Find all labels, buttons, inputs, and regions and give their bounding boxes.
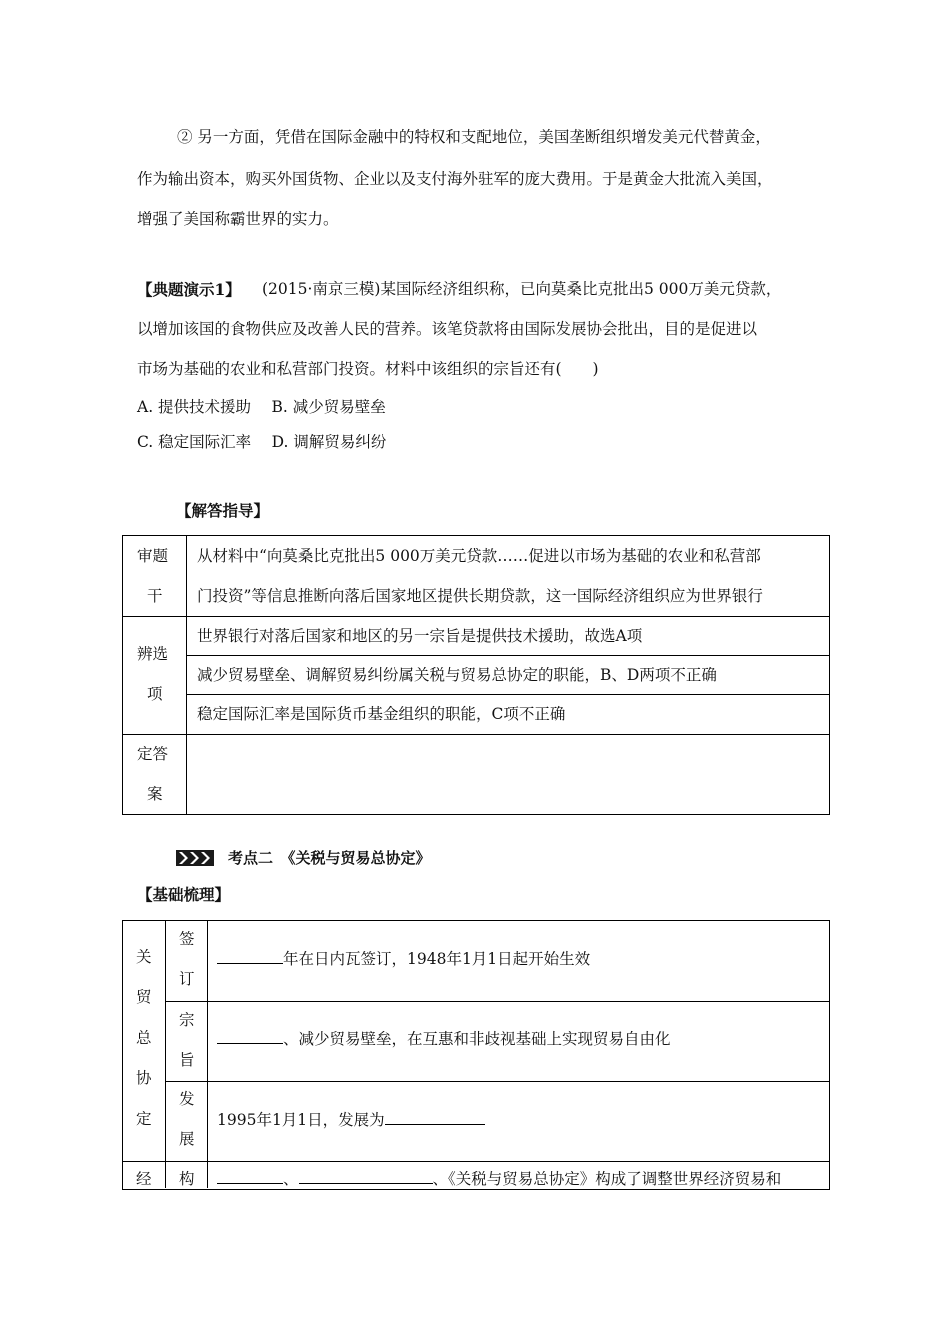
last-blank-2[interactable] (299, 1169, 433, 1184)
side-label-2: 贸 (136, 988, 152, 1006)
options-text-2: 减少贸易壁垒、调解贸易纠纷属关税与贸易总协定的职能，B、D两项不正确 (197, 666, 717, 684)
guide-table (122, 535, 830, 815)
intro-line-3: 增强了美国称霸世界的实力。 (137, 210, 339, 228)
side-label-4: 协 (136, 1069, 152, 1087)
last-blank-1[interactable] (217, 1169, 283, 1184)
guide-title: 【解答指导】 (176, 501, 270, 520)
example-label: 【典题演示1】 (137, 280, 241, 299)
options-label-a: 辨选 (137, 645, 169, 663)
dev-text: 1995年1月1日，发展为 (217, 1108, 485, 1130)
aim-label-a: 宗 (179, 1011, 195, 1029)
review-text-2: 门投资”等信息推断向落后国家地区提供长期贷款，这一国际经济组织应为世界银行 (197, 587, 763, 605)
intro-line-1: ② 另一方面，凭借在国际金融中的特权和支配地位，美国垄断组织增发美元代替黄金， (177, 128, 771, 146)
dev-blank[interactable] (385, 1110, 485, 1125)
options-text-1: 世界银行对落后国家和地区的另一宗旨是提供技术援助，故选A项 (197, 627, 643, 645)
options-text-3: 稳定国际汇率是国际货币基金组织的职能，C项不正确 (197, 705, 566, 723)
sign-label-a: 签 (179, 930, 195, 948)
example-line-3: 市场为基础的农业和私营部门投资。材料中该组织的宗旨还有( ) (137, 360, 599, 378)
last-label-b: 构 (179, 1170, 195, 1188)
gatt-table (122, 920, 830, 1190)
dev-label-b: 展 (179, 1130, 195, 1148)
example-line-2: 以增加该国的食物供应及改善人民的营养。该笔贷款将由国际发展协会批出，目的是促进以 (137, 320, 758, 338)
aim-blank[interactable] (217, 1029, 283, 1044)
aim-label-b: 旨 (179, 1051, 195, 1069)
sign-text: 年在日内瓦签订，1948年1月1日起开始生效 (217, 947, 590, 969)
answer-text[interactable] (197, 742, 817, 802)
answer-label-a: 定答 (137, 745, 169, 763)
review-label-a: 审题 (137, 547, 169, 565)
review-label-b: 干 (147, 587, 163, 605)
last-label-a: 经 (136, 1170, 152, 1188)
sign-blank[interactable] (217, 949, 283, 964)
last-text: 、 、《关税与贸易总协定》构成了调整世界经济贸易和 (217, 1167, 781, 1189)
example-options-row-1: A. 提供技术援助 B. 减少贸易壁垒 (137, 398, 386, 416)
intro-line-2: 作为输出资本，购买外国货物、企业以及支付海外驻军的庞大费用。于是黄金大批流入美国， (137, 170, 773, 188)
example-line-1: (2015·南京三模)某国际经济组织称，已向莫桑比克批出5 000万美元贷款， (262, 280, 782, 298)
basics-title: 【基础梳理】 (137, 885, 231, 904)
side-label-1: 关 (136, 948, 152, 966)
aim-text: 、减少贸易壁垒，在互惠和非歧视基础上实现贸易自由化 (217, 1027, 671, 1049)
dev-label-a: 发 (179, 1090, 195, 1108)
answer-label-b: 案 (147, 785, 163, 803)
section-arrow-icon (176, 850, 214, 866)
review-text-1: 从材料中“向莫桑比克批出5 000万美元贷款……促进以市场为基础的农业和私营部 (197, 547, 761, 565)
options-label-b: 项 (147, 685, 163, 703)
sign-label-b: 订 (179, 970, 195, 988)
side-label-3: 总 (136, 1029, 152, 1047)
section-title: 考点二 《关税与贸易总协定》 (228, 849, 431, 867)
example-options-row-2: C. 稳定国际汇率 D. 调解贸易纠纷 (137, 433, 387, 451)
side-label-5: 定 (136, 1110, 152, 1128)
